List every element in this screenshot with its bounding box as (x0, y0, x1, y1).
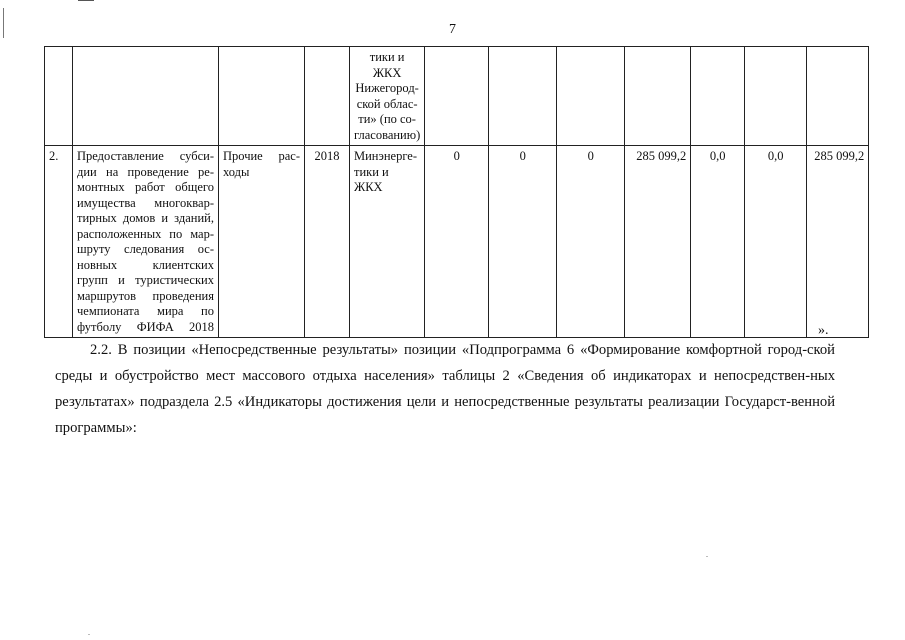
value-cell: 285 099,2 (807, 146, 869, 338)
measure-name: Предоставление субси-дии на проведение ре-монтных работ общего имущества многоквар-тирных домов и зданий, расположенных по мар-шруту следования ос-новных клиентских групп и туристических маршрутов проведения чемпионата мира по футболу ФИФА 2018 (73, 146, 219, 338)
budget-table (44, 46, 869, 338)
value-cell: 0 (557, 146, 625, 338)
value-cell: 0,0 (745, 146, 807, 338)
table-row (45, 47, 869, 146)
table-cell (219, 47, 305, 146)
year-cell: 2018 (305, 146, 350, 338)
body-paragraph: 2.2. В позиции «Непосредственные результаты» позиции «Подпрограмма 6 «Формирование комфортной город-ской среды и обустройство мест массового отдыха населения» таблицы 2 «Сведения об индикаторах и непосредствен-ных результатах» подраздела 2.5 «Индикаторы достижения цели и непосредственные результаты реализации Государст-венной программы»: (55, 342, 835, 436)
value-cell: 0 (489, 146, 557, 338)
table-cell (691, 47, 745, 146)
table-row (45, 146, 869, 338)
table-cell (305, 47, 350, 146)
scan-speck (88, 634, 90, 635)
value-cell: 0 (425, 146, 489, 338)
table-cell (489, 47, 557, 146)
executor-cell: Минэнерге-тики и ЖКХ (350, 146, 425, 338)
value-cell: 285 099,2 (625, 146, 691, 338)
row-index: 2. (45, 146, 73, 338)
table-cell (557, 47, 625, 146)
table-cell (73, 47, 219, 146)
value-cell: 0,0 (691, 146, 745, 338)
table-cell (425, 47, 489, 146)
scan-speck (706, 556, 708, 557)
table-cell (45, 47, 73, 146)
expense-type: Прочие рас-ходы (219, 146, 305, 338)
table-cell (807, 47, 869, 146)
table-cell (745, 47, 807, 146)
scan-mark (78, 0, 94, 1)
table-cell (625, 47, 691, 146)
closing-quote: ». (818, 323, 829, 338)
executor-continuation: тики и ЖКХ Нижегород-ской облас-ти» (по со-гласованию) (350, 47, 425, 146)
page-number: 7 (449, 22, 456, 37)
